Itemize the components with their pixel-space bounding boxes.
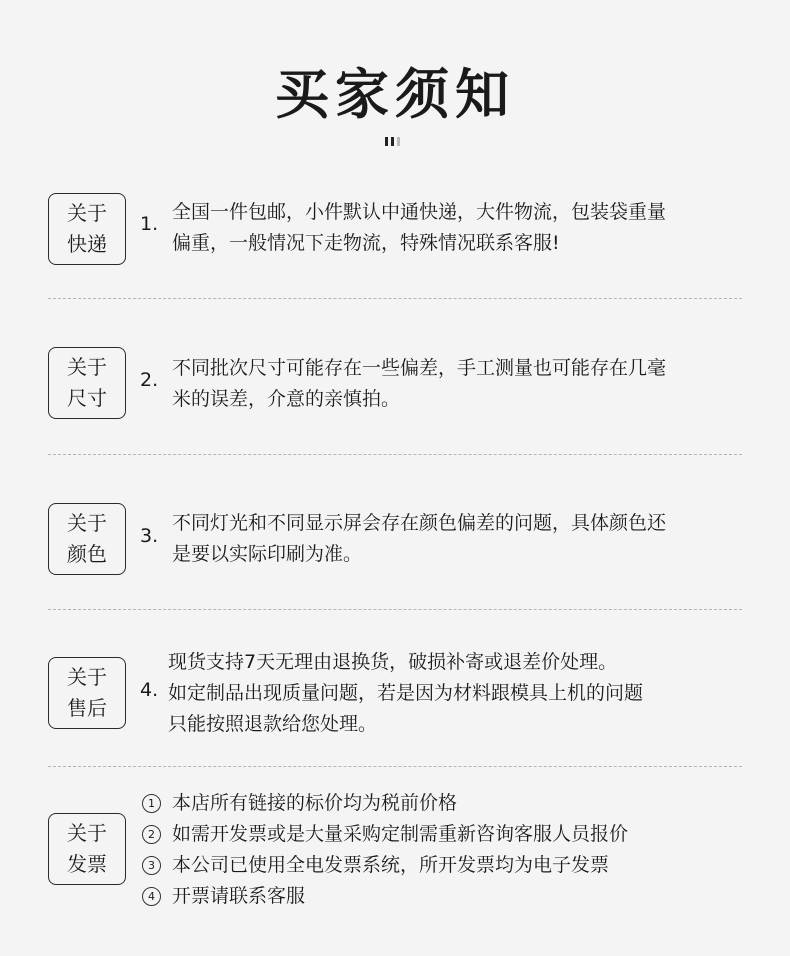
circled-number-4: 4 [142, 887, 161, 906]
invoice-item-text: 本店所有链接的标价均为税前价格 [172, 792, 458, 814]
tag-color-line2: 颜色 [67, 542, 107, 566]
after-sales-text [168, 647, 758, 740]
invoice-item-text: 开票请联系客服 [172, 885, 306, 907]
tag-invoice-line2: 发票 [67, 852, 107, 876]
delivery-line-1: 全国一件包邮，小件默认中通快递，大件物流，包装袋重量 [172, 201, 667, 223]
item-number-1: 1. [140, 213, 159, 235]
tag-size-line2: 尺寸 [67, 386, 107, 410]
color-line-2: 是要以实际印刷为准。 [172, 543, 363, 565]
tag-after-sales-line2: 售后 [67, 696, 107, 720]
color-line-1: 不同灯光和不同显示屏会存在颜色偏差的问题，具体颜色还 [172, 512, 667, 534]
list-item [142, 819, 628, 850]
size-line-2: 米的误差，介意的亲慎拍。 [172, 388, 401, 410]
tag-color [48, 503, 126, 575]
tag-after-sales [48, 657, 126, 729]
after-sales-line-2: 如定制品出现质量问题，若是因为材料跟模具上机的问题 [168, 682, 644, 704]
invoice-item-text: 如需开发票或是大量采购定制需重新咨询客服人员报价 [172, 823, 629, 845]
divider [48, 454, 742, 455]
title-decoration [385, 137, 400, 146]
divider [48, 298, 742, 299]
size-text [172, 353, 762, 415]
tag-delivery-line2: 快递 [67, 232, 107, 256]
invoice-item-text: 本公司已使用全电发票系统，所开发票均为电子发票 [172, 854, 610, 876]
tag-after-sales-line1: 关于 [67, 665, 107, 689]
tag-invoice [48, 813, 126, 885]
circled-number-1: 1 [142, 794, 161, 813]
delivery-line-2: 偏重，一般情况下走物流，特殊情况联系客服! [172, 232, 560, 254]
color-text [172, 508, 762, 570]
list-item [142, 850, 628, 881]
delivery-text [172, 197, 762, 259]
list-item [142, 788, 628, 819]
size-line-1: 不同批次尺寸可能存在一些偏差，手工测量也可能存在几毫 [172, 357, 667, 379]
tag-size [48, 347, 126, 419]
divider [48, 766, 742, 767]
item-number-3: 3. [140, 525, 159, 547]
tag-delivery [48, 193, 126, 265]
tag-size-line1: 关于 [67, 355, 107, 379]
list-item [142, 881, 628, 912]
divider [48, 609, 742, 610]
invoice-list [142, 788, 628, 912]
circled-number-3: 3 [142, 856, 161, 875]
tag-color-line1: 关于 [67, 511, 107, 535]
tag-invoice-line1: 关于 [67, 821, 107, 845]
after-sales-line-3: 只能按照退款给您处理。 [168, 713, 378, 735]
page-title: 买家须知 [275, 63, 515, 126]
after-sales-line-1: 现货支持7天无理由退换货，破损补寄或退差价处理。 [168, 651, 618, 673]
tag-delivery-line1: 关于 [67, 201, 107, 225]
item-number-2: 2. [140, 369, 159, 391]
circled-number-2: 2 [142, 825, 161, 844]
item-number-4: 4. [140, 679, 159, 701]
